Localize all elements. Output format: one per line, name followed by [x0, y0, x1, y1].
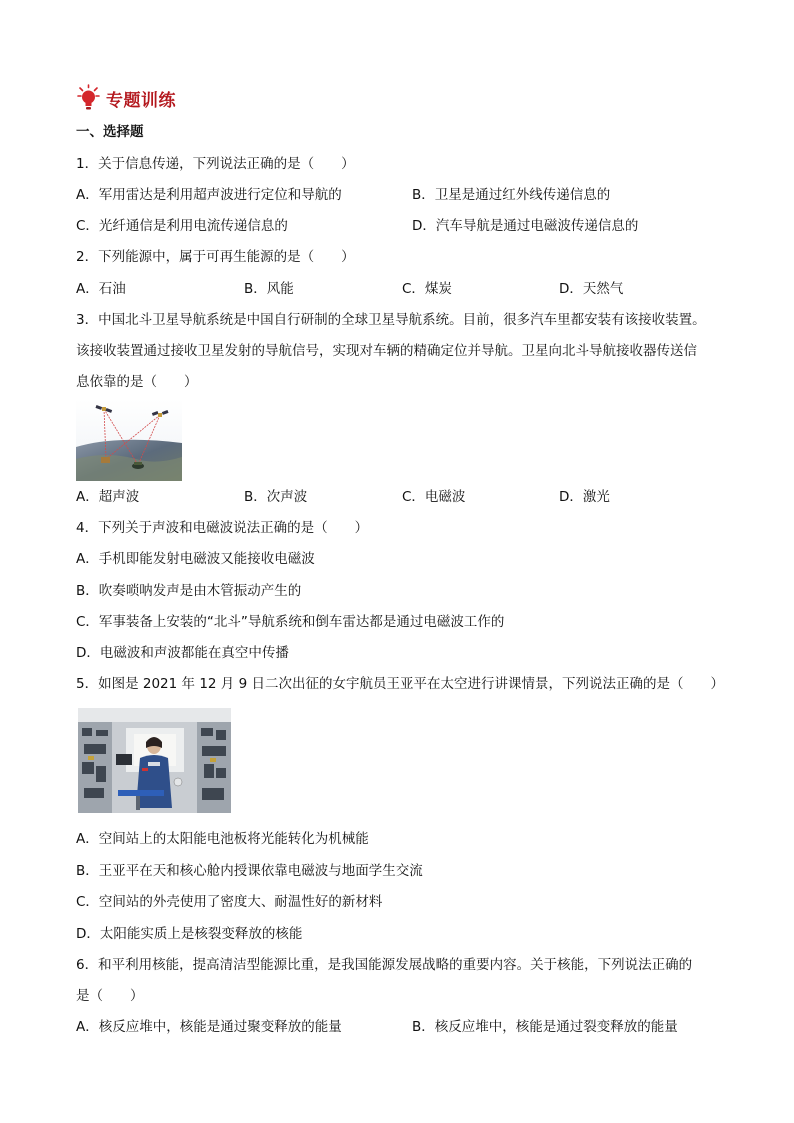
q4-option-b: B．吹奏唢呐发声是由木管振动产生的 [76, 583, 302, 599]
q1-option-c: C．光纤通信是利用电流传递信息的 [76, 218, 288, 234]
q4-option-d: D．电磁波和声波都能在真空中传播 [76, 645, 289, 661]
q2-option-d: D．天然气 [559, 281, 624, 297]
q2-option-b: B．风能 [244, 281, 294, 297]
page-title: 专题训练 [106, 90, 176, 111]
q6-line-2: 是（ ） [76, 988, 144, 1004]
q6-option-b: B．核反应堆中，核能是通过裂变释放的能量 [412, 1019, 678, 1035]
q5-option-d: D．太阳能实质上是核裂变释放的核能 [76, 926, 303, 942]
q6-option-a: A．核反应堆中，核能是通过聚变释放的能量 [76, 1019, 342, 1035]
space-station-lecture-figure [78, 708, 231, 813]
q1-stem: 1．关于信息传递，下列说法正确的是（ ） [76, 156, 355, 172]
q4-option-c: C．军事装备上安装的“北斗”导航系统和倒车雷达都是通过电磁波工作的 [76, 614, 505, 630]
q2-stem: 2．下列能源中，属于可再生能源的是（ ） [76, 249, 355, 265]
q2-option-a: A．石油 [76, 281, 126, 297]
q2-option-c: C．煤炭 [402, 281, 452, 297]
q5-stem: 5．如图是 2021 年 12 月 9 日二次出征的女宇航员王亚平在太空进行讲课情景，下列说法正确的是（ ） [76, 676, 724, 692]
page-header [76, 84, 176, 112]
satellite-navigation-figure [76, 399, 182, 481]
q3-option-b: B．次声波 [244, 489, 308, 505]
q6-line-1: 6．和平利用核能，提高清洁型能源比重，是我国能源发展战略的重要内容。关于核能，下列说法正确的 [76, 957, 693, 973]
q3-line-1: 3．中国北斗卫星导航系统是中国自行研制的全球卫星导航系统。目前，很多汽车里都安装有该接收装置。 [76, 312, 706, 328]
lightbulb-icon [76, 84, 102, 112]
q3-line-3: 息依靠的是（ ） [76, 374, 198, 390]
section-heading: 一、选择题 [76, 124, 144, 140]
q4-option-a: A．手机即能发射电磁波又能接收电磁波 [76, 551, 315, 567]
q3-option-c: C．电磁波 [402, 489, 466, 505]
q3-option-d: D．激光 [559, 489, 610, 505]
q3-option-a: A．超声波 [76, 489, 140, 505]
q3-line-2: 该接收装置通过接收卫星发射的导航信号，实现对车辆的精确定位并导航。卫星向北斗导航接收器传送信 [76, 343, 697, 359]
q5-option-c: C．空间站的外壳使用了密度大、耐温性好的新材料 [76, 894, 383, 910]
q1-option-d: D．汽车导航是通过电磁波传递信息的 [412, 218, 639, 234]
q1-option-a: A．军用雷达是利用超声波进行定位和导航的 [76, 187, 342, 203]
q5-option-b: B．王亚平在天和核心舱内授课依靠电磁波与地面学生交流 [76, 863, 423, 879]
q1-option-b: B．卫星是通过红外线传递信息的 [412, 187, 611, 203]
q5-option-a: A．空间站上的太阳能电池板将光能转化为机械能 [76, 831, 369, 847]
q4-stem: 4．下列关于声波和电磁波说法正确的是（ ） [76, 520, 369, 536]
